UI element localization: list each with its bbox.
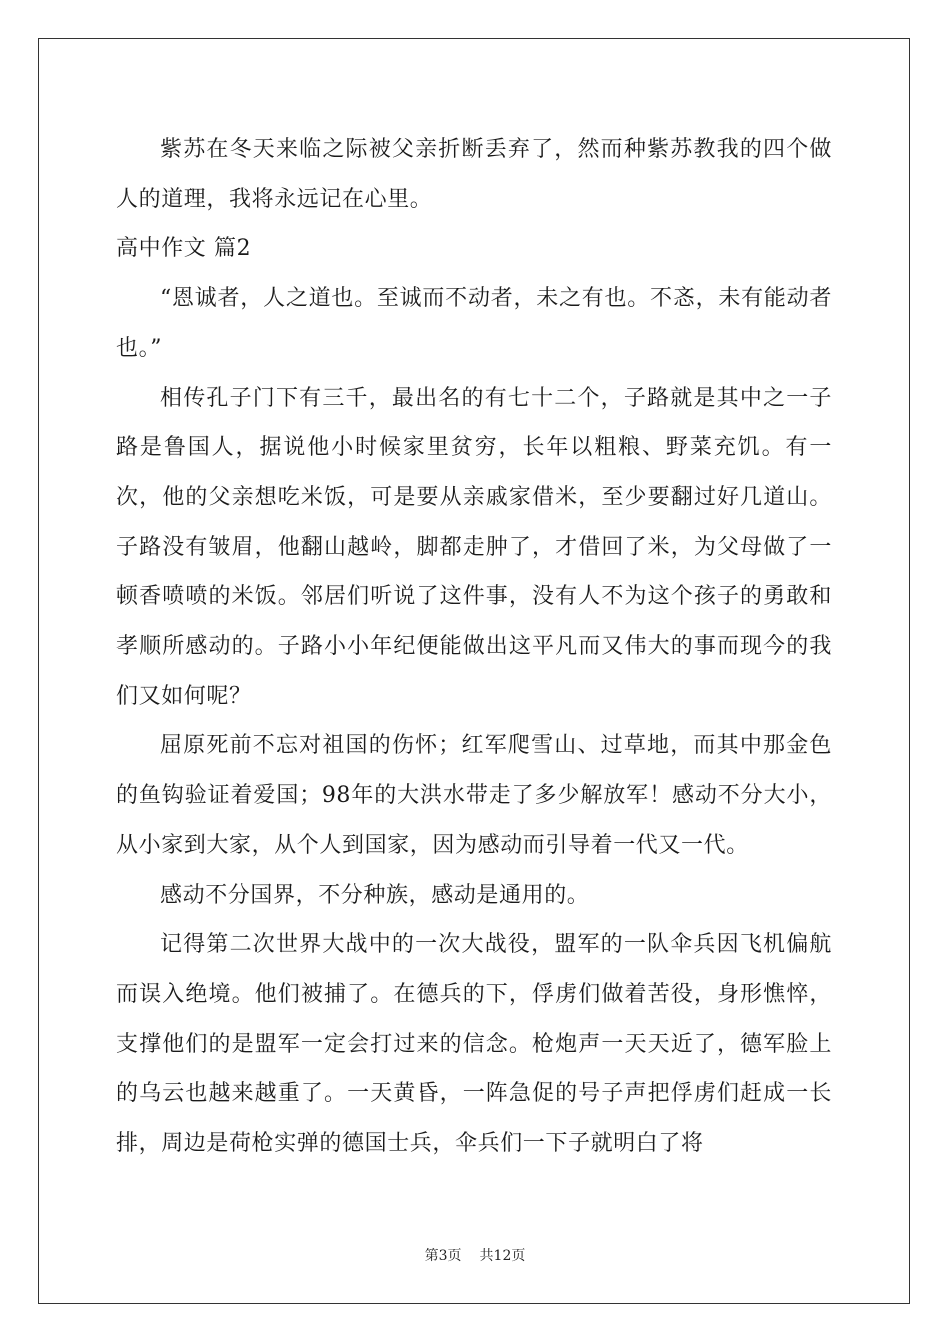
page-footer: [0, 1245, 950, 1265]
paragraph: 记得第二次世界大战中的一次大战役，盟军的一队伞兵因飞机偏航而误入绝境。他们被捕了。在德兵的下，俘虏们做着苦役，身形憔悴，支撑他们的是盟军一定会打过来的信念。枪炮声一天天近了，德军脸上的乌云也越来越重了。一天黄昏，一阵急促的号子声把俘虏们赶成一长排，周边是荷枪实弹的德国士兵，伞兵们一下子就明白了将: [116, 932, 832, 1157]
page-number: 第3页: [424, 1248, 462, 1264]
paragraph: “恩诚者，人之道也。至诚而不动者，未之有也。不忞，未有能动者也。”: [116, 286, 832, 361]
paragraph: 屈原死前不忘对祖国的伤怀；红军爬雪山、过草地，而其中那金色的鱼钩验证着爱国；98年的大洪水带走了多少解放军！感动不分大小，从小家到大家，从个人到国家，因为感动而引导着一代又一代。: [116, 733, 832, 858]
document-body: [116, 125, 832, 1169]
paragraph: 紫苏在冬天来临之际被父亲折断丢弃了，然而种紫苏教我的四个做人的道理，我将永远记在心里。: [116, 137, 832, 212]
page-total: 共12页: [479, 1248, 526, 1264]
paragraph: 感动不分国界，不分种族，感动是通用的。: [160, 882, 590, 908]
paragraph: 相传孔子门下有三千，最出名的有七十二个，子路就是其中之一子路是鲁国人，据说他小时候家里贫穷，长年以粗粮、野菜充饥。有一次，他的父亲想吃米饭，可是要从亲戚家借米，至少要翻过好几道山。子路没有皱眉，他翻山越岭，脚都走肿了，才借回了米，为父母做了一顿香喷喷的米饭。邻居们听说了这件事，没有人不为这个孩子的勇敢和孝顺所感动的。子路小小年纪便能做出这平凡而又伟大的事而现今的我们又如何呢？: [116, 385, 832, 709]
section-heading: 高中作文 篇2: [116, 236, 252, 262]
